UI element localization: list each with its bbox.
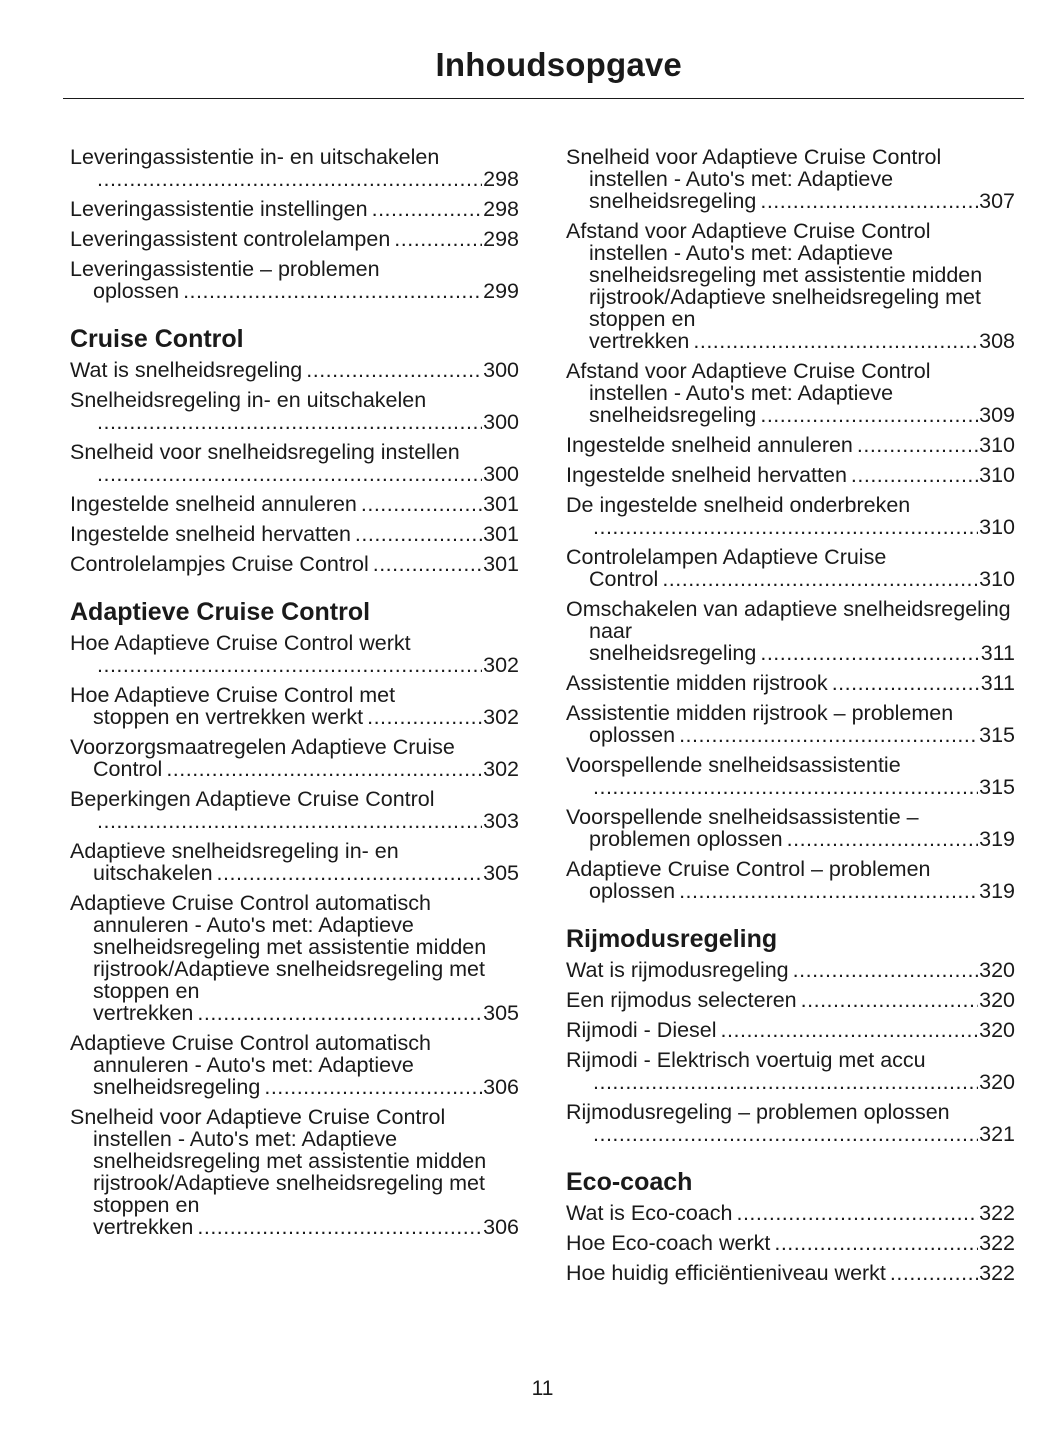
toc-entry-title: oplossen	[93, 279, 180, 303]
toc-entry-title: Adaptieve Cruise Control automatisch annuleren - Auto's met: Adaptieve	[70, 1031, 431, 1077]
toc-entry-title: Control	[93, 757, 163, 781]
toc-page-number: 300	[483, 462, 519, 486]
toc-entry-title: snelheidsregeling	[93, 1075, 261, 1099]
toc-page-number: 298	[483, 227, 519, 251]
toc-entry-title: Rijmodusregeling – problemen oplossen	[566, 1100, 950, 1124]
toc-entry-title: Leveringassistentie in- en uitschakelen	[70, 145, 440, 169]
dot-leader	[97, 411, 482, 433]
toc-entry-title: Rijmodi - Elektrisch voertuig met accu	[566, 1048, 926, 1072]
toc-page-number: 311	[980, 671, 1015, 695]
toc-entry-title: vertrekken	[589, 329, 690, 353]
dot-leader	[832, 672, 980, 694]
dot-leader	[372, 198, 483, 220]
dot-leader	[679, 724, 978, 746]
toc-entry[interactable]	[566, 672, 1015, 694]
toc-entry-title: De ingestelde snelheid onderbreken	[566, 493, 911, 517]
toc-entry[interactable]	[70, 258, 519, 302]
toc-entry-title: Ingestelde snelheid annuleren	[70, 492, 357, 516]
toc-entry-title: vertrekken	[93, 1001, 194, 1025]
section-heading: Adaptieve Cruise Control	[70, 598, 371, 626]
toc-entry-title: Hoe Adaptieve Cruise Control met	[70, 683, 396, 707]
dot-leader	[97, 810, 482, 832]
toc-entry-title: Adaptieve snelheidsregeling in- en	[70, 839, 399, 863]
toc-entry[interactable]	[70, 788, 519, 832]
dot-leader	[355, 523, 482, 545]
toc-entry[interactable]	[566, 806, 1015, 850]
toc-entry-title: Snelheid voor snelheidsregeling instellen	[70, 440, 460, 464]
dot-leader	[801, 989, 978, 1011]
toc-page-number: 322	[979, 1201, 1015, 1225]
toc-entry[interactable]	[70, 553, 519, 575]
toc-entry-title: oplossen	[589, 879, 676, 903]
toc-page-number: 315	[979, 723, 1015, 747]
toc-page-number: 320	[979, 988, 1015, 1012]
toc-entry[interactable]	[566, 959, 1015, 981]
title-divider	[63, 98, 1024, 99]
dot-leader	[217, 862, 483, 884]
toc-page-number: 301	[483, 522, 519, 546]
toc-entry[interactable]	[70, 389, 519, 433]
toc-page-number: 298	[483, 167, 519, 191]
toc-page-number: 299	[483, 279, 519, 303]
toc-page-number: 301	[483, 492, 519, 516]
toc-entry-title: Assistentie midden rijstrook	[566, 671, 828, 695]
toc-entry-title: Snelheidsregeling in- en uitschakelen	[70, 388, 427, 412]
dot-leader	[183, 280, 482, 302]
toc-entry[interactable]	[566, 598, 1015, 664]
toc-page-number: 308	[979, 329, 1015, 353]
section-heading: Rijmodusregeling	[566, 925, 778, 953]
toc-entry[interactable]	[566, 1049, 1015, 1093]
toc-entry[interactable]	[70, 493, 519, 515]
toc-entry[interactable]	[70, 146, 519, 190]
dot-leader	[774, 1232, 978, 1254]
dot-leader	[394, 228, 482, 250]
toc-entry[interactable]	[566, 220, 1015, 352]
toc-entry[interactable]	[566, 360, 1015, 426]
dot-leader	[373, 553, 482, 575]
toc-entry-title: uitschakelen	[93, 861, 213, 885]
toc-entry[interactable]	[566, 464, 1015, 486]
toc-page-number: 322	[979, 1231, 1015, 1255]
toc-entry[interactable]	[70, 684, 519, 728]
dot-leader	[97, 654, 482, 676]
toc-entry[interactable]	[566, 1232, 1015, 1254]
toc-entry[interactable]	[566, 434, 1015, 456]
toc-page-number: 320	[979, 1018, 1015, 1042]
toc-entry-title: Wat is Eco-coach	[566, 1201, 733, 1225]
toc-entry-title: Voorzorgsmaatregelen Adaptieve Cruise	[70, 735, 455, 759]
dot-leader	[306, 359, 482, 381]
toc-entry[interactable]	[566, 754, 1015, 798]
toc-entry-title: Afstand voor Adaptieve Cruise Control instellen - Auto's met: Adaptieve snelheidsregeling met assistentie midden rijstrook/Adaptieve snelheidsregeling met stoppen en	[566, 219, 983, 331]
dot-leader	[890, 1262, 978, 1284]
toc-entry[interactable]	[566, 989, 1015, 1011]
dot-leader	[264, 1076, 482, 1098]
toc-entry[interactable]	[566, 146, 1015, 212]
toc-entry[interactable]	[566, 494, 1015, 538]
toc-entry-title: Afstand voor Adaptieve Cruise Control instellen - Auto's met: Adaptieve	[566, 359, 931, 405]
toc-entry[interactable]	[566, 858, 1015, 902]
dot-leader	[662, 568, 978, 590]
toc-page-number: 302	[483, 757, 519, 781]
toc-entry[interactable]	[70, 198, 519, 220]
toc-entry-title: Leveringassistent controlelampen	[70, 227, 391, 251]
toc-page-number: 298	[483, 197, 519, 221]
toc-entry[interactable]	[566, 702, 1015, 746]
toc-page-number: 306	[483, 1075, 519, 1099]
toc-entry-title: Leveringassistentie – problemen	[70, 257, 380, 281]
toc-page-number: 319	[979, 827, 1015, 851]
dot-leader	[721, 1019, 979, 1041]
toc-right-column	[566, 146, 1015, 1292]
toc-entry[interactable]	[70, 892, 519, 1024]
toc-entry-title: Hoe huidig efficiëntieniveau werkt	[566, 1261, 886, 1285]
toc-entry[interactable]	[566, 1019, 1015, 1041]
toc-entry-title: Adaptieve Cruise Control automatisch annuleren - Auto's met: Adaptieve snelheidsregeling met assistentie midden rijstrook/Adaptieve snelheidsregeling met stoppen en	[70, 891, 487, 1003]
toc-entry-title: Snelheid voor Adaptieve Cruise Control instellen - Auto's met: Adaptieve	[566, 145, 942, 191]
dot-leader	[760, 404, 978, 426]
toc-page-number: 300	[483, 410, 519, 434]
dot-leader	[851, 464, 978, 486]
toc-page-number: 305	[483, 861, 519, 885]
toc-entry-title: Ingestelde snelheid hervatten	[70, 522, 351, 546]
page-title: Inhoudsopgave	[435, 46, 682, 83]
toc-page-number: 321	[979, 1122, 1015, 1146]
toc-entry[interactable]	[70, 736, 519, 780]
toc-page-number: 310	[979, 433, 1015, 457]
toc-page-number: 305	[483, 1001, 519, 1025]
toc-entry-title: snelheidsregeling	[589, 189, 757, 213]
toc-page-number: 319	[979, 879, 1015, 903]
toc-entry-title: oplossen	[589, 723, 676, 747]
dot-leader	[361, 493, 482, 515]
toc-entry-title: stoppen en vertrekken werkt	[93, 705, 364, 729]
toc-entry[interactable]	[70, 1032, 519, 1098]
section-heading: Eco-coach	[566, 1168, 693, 1196]
toc-entry[interactable]	[566, 1202, 1015, 1224]
toc-entry-title: Snelheid voor Adaptieve Cruise Control instellen - Auto's met: Adaptieve snelheidsregeling met assistentie midden rijstrook/Adaptieve snelheidsregeling met stoppen en	[70, 1105, 487, 1217]
toc-entry-title: Adaptieve Cruise Control – problemen	[566, 857, 931, 881]
toc-entry-title: Controlelampjes Cruise Control	[70, 552, 369, 576]
dot-leader	[593, 516, 978, 538]
toc-entry-title: Wat is snelheidsregeling	[70, 358, 303, 382]
dot-leader	[760, 190, 978, 212]
dot-leader	[793, 959, 978, 981]
toc-entry-title: Controlelampen Adaptieve Cruise	[566, 545, 887, 569]
toc-page-number: 303	[483, 809, 519, 833]
toc-page-number: 307	[979, 189, 1015, 213]
toc-page-number: 322	[979, 1261, 1015, 1285]
dot-leader	[97, 168, 482, 190]
toc-entry-title: Een rijmodus selecteren	[566, 988, 797, 1012]
toc-page-number: 306	[483, 1215, 519, 1239]
dot-leader	[593, 1123, 978, 1145]
toc-entry-title: Assistentie midden rijstrook – problemen	[566, 701, 954, 725]
toc-entry-title: Hoe Adaptieve Cruise Control werkt	[70, 631, 411, 655]
dot-leader	[166, 758, 482, 780]
toc-page-number: 310	[979, 463, 1015, 487]
toc-entry-title: vertrekken	[93, 1215, 194, 1239]
dot-leader	[736, 1202, 978, 1224]
toc-entry-title: Voorspellende snelheidsassistentie –	[566, 805, 919, 829]
dot-leader	[197, 1002, 482, 1024]
dot-leader	[367, 706, 482, 728]
dot-leader	[593, 776, 978, 798]
toc-entry-title: Ingestelde snelheid hervatten	[566, 463, 847, 487]
toc-page-number: 310	[979, 515, 1015, 539]
toc-entry-title: Beperkingen Adaptieve Cruise Control	[70, 787, 435, 811]
toc-entry[interactable]	[70, 228, 519, 250]
dot-leader	[197, 1216, 482, 1238]
toc-entry-title: snelheidsregeling	[589, 641, 757, 665]
toc-page-number: 315	[979, 775, 1015, 799]
toc-entry-title: Voorspellende snelheidsassistentie	[566, 753, 901, 777]
section-heading: Cruise Control	[70, 325, 244, 353]
toc-entry-title: Ingestelde snelheid annuleren	[566, 433, 853, 457]
dot-leader	[787, 828, 978, 850]
dot-leader	[760, 642, 979, 664]
toc-page-number: 301	[483, 552, 519, 576]
page-number: 11	[531, 1377, 554, 1400]
dot-leader	[593, 1071, 978, 1093]
toc-entry-title: Rijmodi - Diesel	[566, 1018, 717, 1042]
toc-entry[interactable]	[70, 840, 519, 884]
toc-entry-title: Wat is rijmodusregeling	[566, 958, 789, 982]
toc-entry[interactable]	[70, 1106, 519, 1238]
dot-leader	[693, 330, 978, 352]
toc-entry-title: Leveringassistentie instellingen	[70, 197, 368, 221]
toc-page-number: 320	[979, 958, 1015, 982]
toc-entry[interactable]	[70, 523, 519, 545]
toc-page-number: 302	[483, 653, 519, 677]
toc-page-number: 311	[980, 641, 1015, 665]
toc-entry[interactable]	[70, 359, 519, 381]
toc-entry[interactable]	[566, 546, 1015, 590]
dot-leader	[679, 880, 978, 902]
toc-entry-title: Omschakelen van adaptieve snelheidsregeling naar	[566, 597, 1011, 643]
toc-page-number: 320	[979, 1070, 1015, 1094]
toc-entry[interactable]	[566, 1101, 1015, 1145]
dot-leader	[857, 434, 978, 456]
toc-left-column	[70, 146, 519, 1246]
dot-leader	[97, 463, 482, 485]
toc-entry[interactable]	[70, 632, 519, 676]
toc-page-number: 310	[979, 567, 1015, 591]
toc-page-number: 300	[483, 358, 519, 382]
toc-entry-title: snelheidsregeling	[589, 403, 757, 427]
toc-page-number: 309	[979, 403, 1015, 427]
toc-entry-title: problemen oplossen	[589, 827, 783, 851]
toc-entry-title: Control	[589, 567, 659, 591]
toc-entry[interactable]	[70, 441, 519, 485]
toc-entry[interactable]	[566, 1262, 1015, 1284]
toc-page-number: 302	[483, 705, 519, 729]
toc-entry-title: Hoe Eco-coach werkt	[566, 1231, 771, 1255]
